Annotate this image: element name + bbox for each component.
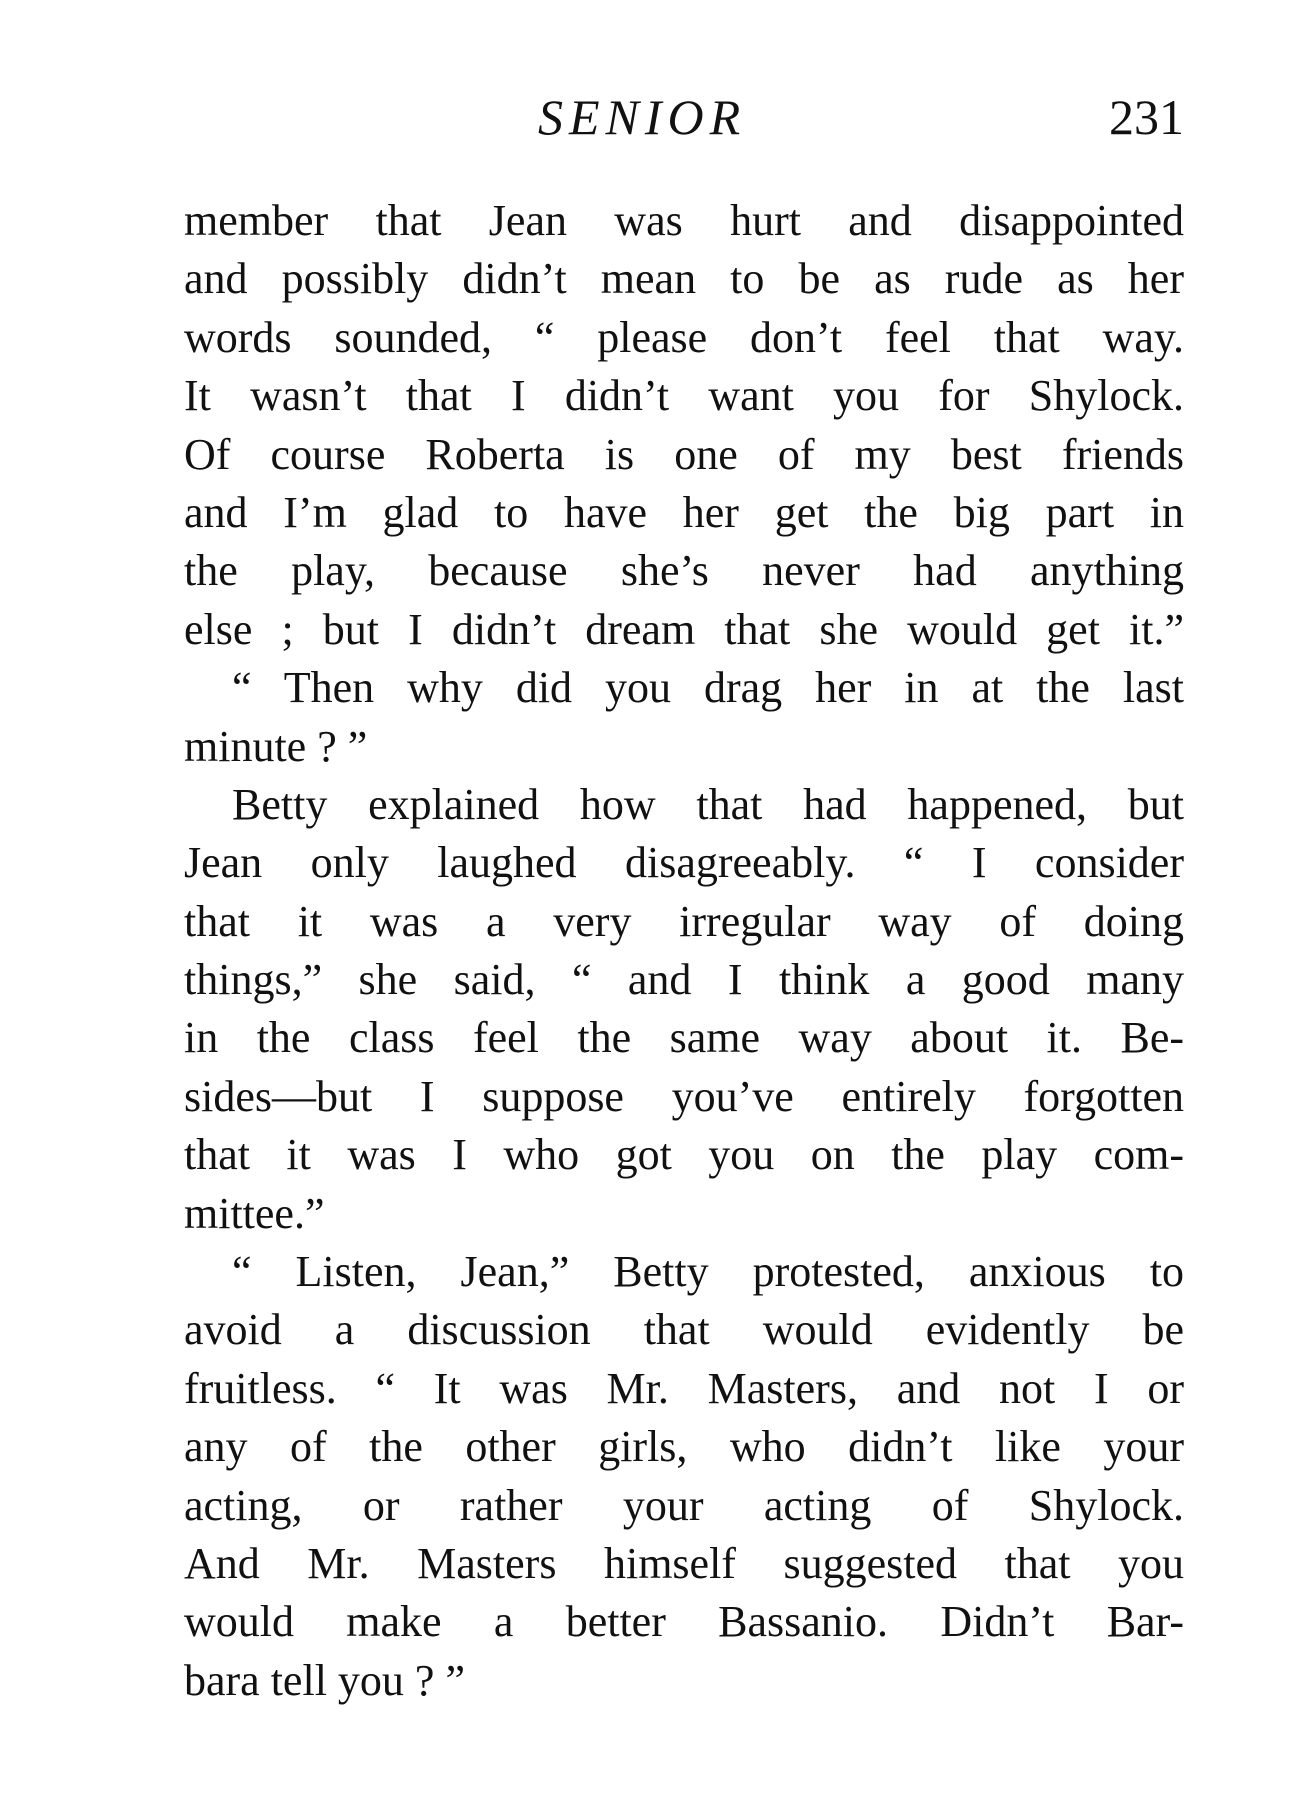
page-number: 231: [1109, 89, 1184, 145]
page-header: [184, 82, 1184, 152]
text-line: avoid a discussion that would evidently be: [184, 1305, 1184, 1355]
text-line: any of the other girls, who didn’t like your: [184, 1422, 1184, 1472]
text-line: and I’m glad to have her get the big part in: [184, 487, 1184, 537]
body-text: [184, 192, 1184, 1710]
text-line: Betty explained how that had happened, but: [232, 779, 1184, 829]
text-line: the play, because she’s never had anything: [184, 546, 1184, 596]
text-line: else ; but I didn’t dream that she would get it.”: [184, 604, 1184, 654]
text-line: fruitless. “ It was Mr. Masters, and not I or: [184, 1363, 1184, 1413]
text-line: “ Listen, Jean,” Betty protested, anxious to: [232, 1247, 1184, 1297]
text-line: words sounded, “ please don’t feel that way.: [184, 312, 1184, 362]
text-line: Of course Roberta is one of my best friends: [184, 429, 1184, 479]
text-line: It wasn’t that I didn’t want you for Shylock.: [184, 371, 1184, 421]
text-line: things,” she said, “ and I think a good many: [184, 955, 1184, 1005]
text-line: bara tell you ? ”: [184, 1655, 465, 1705]
text-line: sides—but I suppose you’ve entirely forgotten: [184, 1071, 1184, 1121]
text-line: minute ? ”: [184, 721, 368, 771]
text-line: “ Then why did you drag her in at the last: [232, 663, 1184, 713]
text-line: that it was I who got you on the play com-: [184, 1130, 1184, 1180]
text-line: and possibly didn’t mean to be as rude as her: [184, 254, 1184, 304]
text-line: And Mr. Masters himself suggested that you: [184, 1538, 1184, 1588]
text-line: member that Jean was hurt and disappointed: [184, 196, 1184, 245]
text-line: in the class feel the same way about it. Be-: [184, 1013, 1184, 1063]
text-line: that it was a very irregular way of doing: [184, 896, 1184, 946]
text-line: mittee.”: [184, 1188, 325, 1238]
running-head: SENIOR: [538, 89, 747, 145]
text-line: Jean only laughed disagreeably. “ I consider: [184, 838, 1184, 888]
text-line: acting, or rather your acting of Shylock.: [184, 1480, 1184, 1530]
text-line: would make a better Bassanio. Didn’t Bar-: [184, 1597, 1184, 1647]
